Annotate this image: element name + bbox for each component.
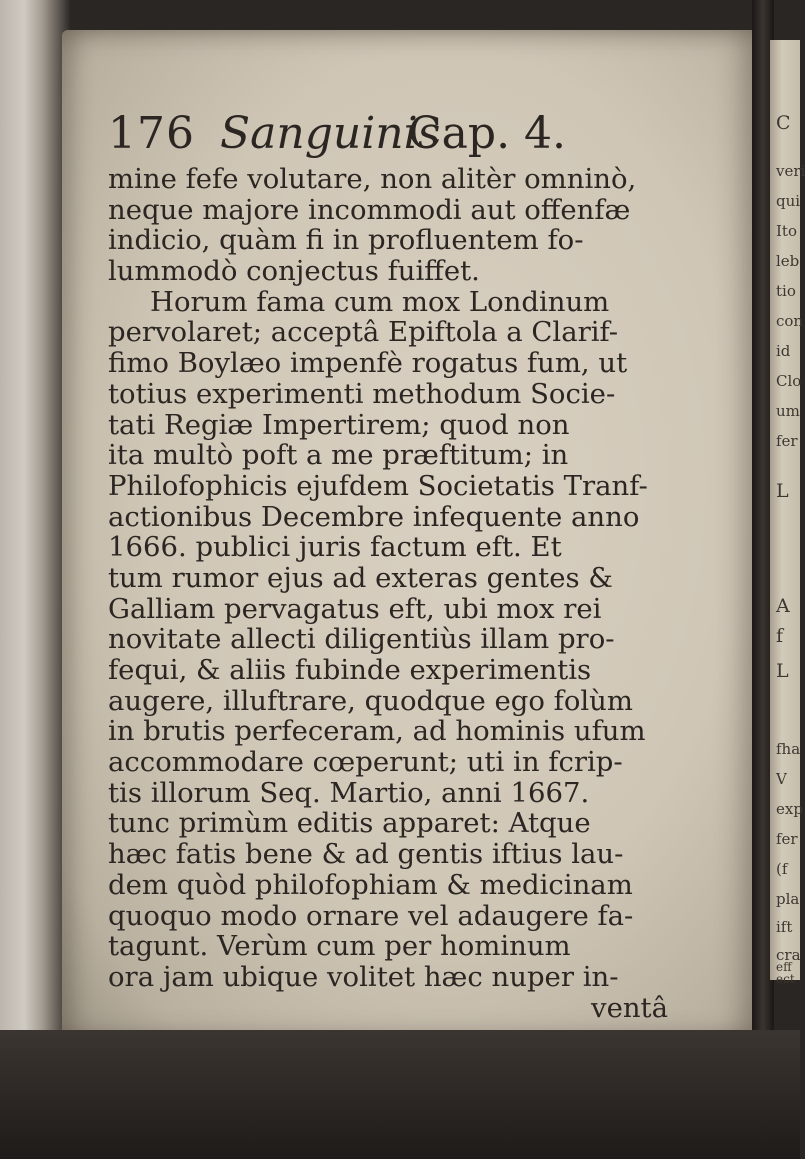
text-line: tagunt. Verùm cum per hominum <box>108 930 571 963</box>
adjacent-fragment: eff <box>776 960 792 974</box>
text-line: lummodò conjectus fuiffet. <box>108 255 480 288</box>
adjacent-fragment: fer <box>776 432 798 450</box>
adjacent-fragment: con <box>776 312 804 330</box>
left-book-edge <box>0 0 70 1159</box>
adjacent-fragment: pla <box>776 890 800 908</box>
text-line: accommodare cœperunt; uti in fcrip- <box>108 746 623 779</box>
adjacent-fragment: ect <box>776 972 795 986</box>
adjacent-fragment: id <box>776 342 791 360</box>
adjacent-fragment: C <box>776 112 791 134</box>
page-text <box>108 108 708 1023</box>
text-line: mine fefe volutare, non alitèr omninò, <box>108 163 637 195</box>
adjacent-fragment: f <box>776 625 784 647</box>
text-line: indicio, quàm fi in profluentem fo- <box>108 224 584 257</box>
adjacent-fragment: Clo <box>776 372 802 390</box>
text-line: ora jam ubique volitet hæc nuper in- <box>108 960 619 993</box>
adjacent-fragment: qui <box>776 192 801 210</box>
adjacent-fragment: fha <box>776 740 801 758</box>
text-line: in brutis perfeceram, ad hominis ufum <box>108 715 646 748</box>
adjacent-fragment: leb <box>776 252 800 270</box>
adjacent-fragment: um <box>776 402 800 420</box>
page-header <box>108 108 708 160</box>
text-line: dem quòd philofophiam & medicinam <box>108 868 633 901</box>
text-line: ita multò poft a me præftitum; in <box>108 439 569 472</box>
text-line: Galliam pervagatus eft, ubi mox rei <box>108 592 602 625</box>
adjacent-fragment: tio <box>776 282 796 300</box>
text-line: quoquo modo ornare vel adaugere fa- <box>108 899 634 932</box>
text-line: neque majore incommodi aut offenfæ <box>108 193 631 226</box>
text-line: Philofophicis ejufdem Societatis Tranf- <box>108 469 648 502</box>
text-line: augere, illuftrare, quodque ego folùm <box>108 684 633 717</box>
adjacent-fragment: cra <box>776 946 801 964</box>
adjacent-fragment: fer <box>776 830 798 848</box>
adjacent-fragment: A <box>776 595 790 617</box>
text-line: actionibus Decembre infequente anno <box>108 500 640 533</box>
text-line: Horum fama cum mox Londinum <box>150 285 610 318</box>
adjacent-fragment: L <box>776 660 789 682</box>
chapter-label: Cap. 4. <box>408 108 567 159</box>
text-line: tunc primùm editis apparet: Atque <box>108 807 591 840</box>
catchword: ventâ <box>591 991 668 1024</box>
running-title: Sanguinis <box>220 108 441 159</box>
text-line: tati Regiæ Impertirem; quod non <box>108 408 570 441</box>
text-line: fimo Boylæo impenfè rogatus fum, ut <box>108 347 628 380</box>
adjacent-fragment: Ito <box>776 222 797 240</box>
adjacent-fragment: veri <box>776 162 805 180</box>
adjacent-page-edge <box>770 40 805 986</box>
text-line: 1666. publici juris factum eft. Et <box>108 531 562 564</box>
adjacent-fragment: V <box>776 770 787 788</box>
adjacent-fragment: ift <box>776 918 793 936</box>
text-line: tis illorum Seq. Martio, anni 1667. <box>108 776 590 809</box>
text-line: pervolaret; acceptâ Epiftola a Clarif- <box>108 316 619 349</box>
text-line: fequi, & aliis fubinde experimentis <box>108 654 592 686</box>
bottom-shadow <box>0 1030 800 1159</box>
adjacent-fragment: exp <box>776 800 803 818</box>
text-line: totius experimenti methodum Socie- <box>108 377 616 410</box>
text-line: hæc fatis bene & ad gentis iftius lau- <box>108 838 624 871</box>
text-line: tum rumor ejus ad exteras gentes & <box>108 561 613 594</box>
adjacent-fragment: L <box>776 480 789 502</box>
text-line: novitate allecti diligentiùs illam pro- <box>108 623 615 656</box>
page-number: 176 <box>108 108 195 159</box>
adjacent-fragment: (f <box>776 860 788 878</box>
